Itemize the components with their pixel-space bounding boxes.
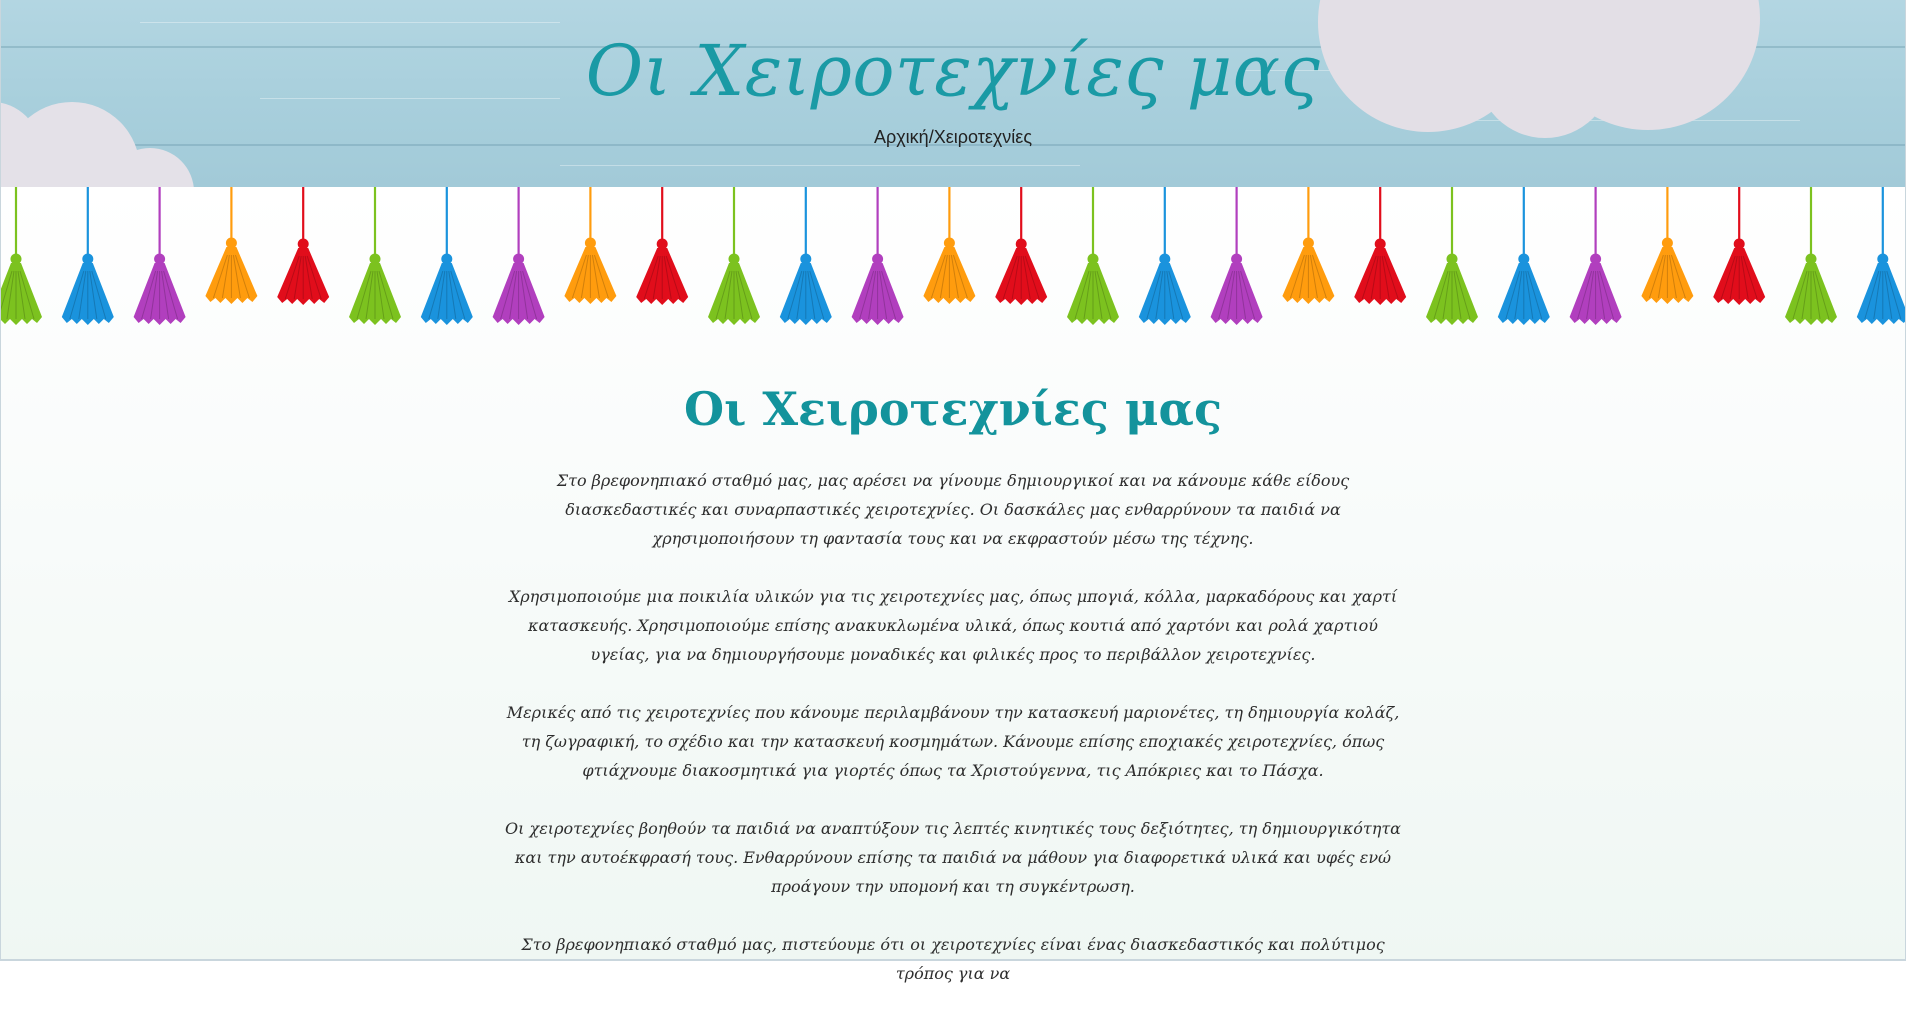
tassel-icon bbox=[349, 187, 401, 325]
tassel-icon bbox=[852, 187, 904, 325]
tassel-icon bbox=[1426, 187, 1478, 325]
tassel-icon bbox=[1641, 187, 1693, 304]
tassel-icon bbox=[277, 187, 329, 305]
tassel-icon bbox=[1713, 187, 1765, 305]
paragraph: Μερικές από τις χειροτεχνίες που κάνουμε περιλαμβάνουν την κατασκευή μαριονέτες, τη δημιουργία κολάζ, τη ζωγραφική, το σχέδιο και την κατασκευή κοσμημάτων. Κάνουμε επίσης εποχιακές χειροτεχνίες, όπως φτιάχνουμε διακοσμητικά για γιορτές όπως τα Χριστούγεννα, τις Απόκριες και το Πάσχα. bbox=[506, 703, 1400, 780]
paragraph: Οι χειροτεχνίες βοηθούν τα παιδιά να αναπτύξουν τις λεπτές κινητικές τους δεξιότητες, τη δημιουργικότητα και την αυτοέκφρασή τους. Ενθαρρύνουν επίσης τα παιδιά να μάθουν για διαφορετικά υλικά και υφές ενώ προάγουν την υπομονή και τη συγκέντρωση. bbox=[505, 819, 1401, 896]
tassel-icon bbox=[708, 187, 760, 325]
tassel-icon bbox=[995, 187, 1047, 305]
tassel-icon bbox=[923, 187, 975, 304]
paragraph: Στο βρεφονηπιακό σταθμό μας, μας αρέσει να γίνουμε δημιουργικοί και να κάνουμε κάθε είδους διασκεδαστικές και συναρπαστικές χειροτεχνίες. Οι δασκάλες μας ενθαρρύνουν τα παιδιά να χρησιμοποιήσουν τη φαντασία τους και να εκφραστούν μέσω της τέχνης. bbox=[556, 471, 1350, 548]
paragraph: Χρησιμοποιούμε μια ποικιλία υλικών για τις χειροτεχνίες μας, όπως μπογιά, κόλλα, μαρκαδόρους και χαρτί κατασκευής. Χρησιμοποιούμε επίσης ανακυκλωμένα υλικά, όπως κουτιά από χαρτόνι και ρολά χαρτιού υγείας, για να δημιουργήσουμε μοναδικές και φιλικές προς το περιβάλλον χειροτεχνίες. bbox=[508, 587, 1398, 664]
tassel-icon bbox=[0, 187, 42, 325]
tassel-icon bbox=[1498, 187, 1550, 325]
tassel-icon bbox=[1785, 187, 1837, 325]
breadcrumb bbox=[0, 127, 1906, 148]
tassel-icon bbox=[780, 187, 832, 325]
breadcrumb-link[interactable]: Αρχική/Χειροτεχνίες bbox=[873, 127, 1032, 147]
tassel-icon bbox=[1139, 187, 1191, 325]
tassel-icon bbox=[493, 187, 545, 325]
tassel-icon bbox=[1211, 187, 1263, 325]
tassel-icon bbox=[1282, 187, 1334, 304]
paragraph: Στο βρεφονηπιακό σταθμό μας, πιστεύουμε ότι οι χειροτεχνίες είναι ένας διασκεδαστικός και πολύτιμος τρόπος για να bbox=[521, 935, 1385, 983]
tassel-icon bbox=[62, 187, 114, 325]
tassel-icon bbox=[1354, 187, 1406, 305]
section-title: Οι Χειροτεχνίες μας bbox=[684, 382, 1222, 436]
hero-banner bbox=[0, 0, 1906, 187]
hero-title: Οι Χειροτεχνίες μας bbox=[585, 30, 1321, 112]
tassel-icon bbox=[1857, 187, 1906, 325]
tassel-icon bbox=[564, 187, 616, 304]
tassel-garland bbox=[0, 187, 1906, 337]
tassel-icon bbox=[205, 187, 257, 304]
tassel-icon bbox=[636, 187, 688, 305]
tassel-icon bbox=[421, 187, 473, 325]
tassel-icon bbox=[1067, 187, 1119, 325]
crafts-description bbox=[503, 466, 1403, 1017]
tassel-icon bbox=[1570, 187, 1622, 325]
tassel-icon bbox=[134, 187, 186, 325]
